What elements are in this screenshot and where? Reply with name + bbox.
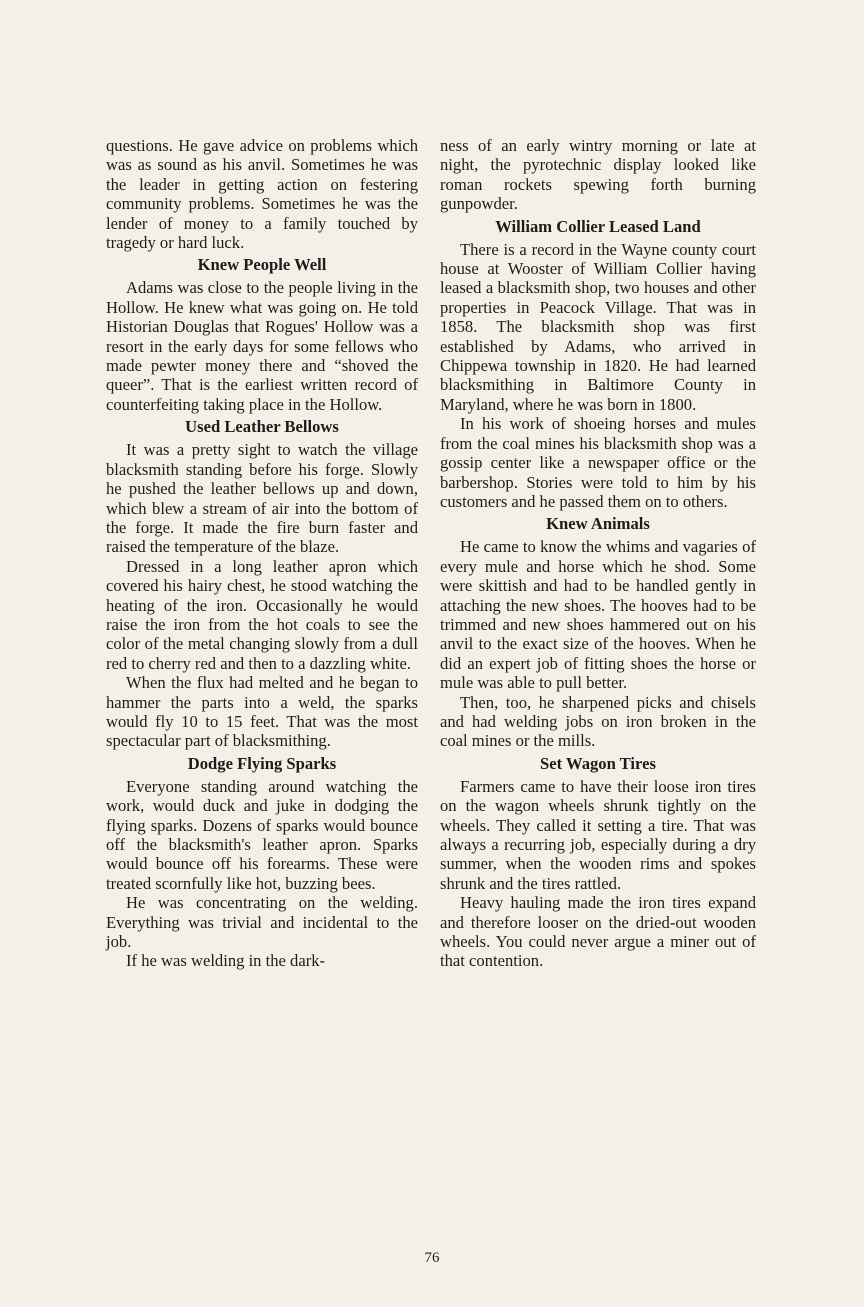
paragraph-welding-dark: If he was welding in the dark- bbox=[126, 951, 326, 971]
page-number: 76 bbox=[424, 1250, 440, 1266]
right-column bbox=[440, 136, 756, 971]
paragraph-everyone: Everyone standing around watching the work, would duck and juke in dodging the flying sparks. Dozens of sparks would bounce off the blacksmith's leather apron. Sparks would bounce off his forearms. These were treated scornfully like hot, buzzing bees. bbox=[106, 776, 418, 893]
left-column bbox=[106, 136, 418, 971]
paragraph-farmers: Farmers came to have their loose iron tires on the wagon wheels shrunk tightly on the wheels. They called it setting a tire. That was always a recurring job, especially during a dry summer, when the wooden rims and spokes shrunk and the tires rattled. bbox=[440, 776, 756, 893]
paragraph-heavy-hauling: Heavy hauling made the iron tires expand and therefore looser on the dried-out wooden wheels. You could never argue a miner out of that contention. bbox=[440, 893, 756, 971]
heading-set-wagon-tires: Set Wagon Tires bbox=[540, 753, 656, 773]
paragraph-adams: Adams was close to the people living in the Hollow. He knew what was going on. He told Historian Douglas that Rogues' Hollow was a resort in the early days for some fellows who made pewter money there and “shoved the queer”. That is the earliest written record of counterfeiting taking place in the Hollow. bbox=[106, 278, 418, 414]
heading-knew-people-well: Knew People Well bbox=[197, 255, 327, 275]
paragraph-wintry-morning: ness of an early wintry morning or late at night, the pyrotechnic display looked like roman rockets spewing forth burning gunpowder. bbox=[440, 136, 756, 214]
heading-dodge-flying-sparks: Dodge Flying Sparks bbox=[187, 753, 337, 773]
paragraph-pretty-sight: It was a pretty sight to watch the village blacksmith standing before his forge. Slowly he pushed the leather bellows up and down, which blew a stream of air into the bottom of the forge. It made the fire burn faster and raised the temperature of the blaze. bbox=[106, 440, 418, 557]
heading-used-leather-bellows: Used Leather Bellows bbox=[185, 417, 339, 437]
paragraph-leather-apron: Dressed in a long leather apron which covered his hairy chest, he stood watching the heating of the iron. Occasionally he would raise the iron from the hot coals to see the color of the metal changing slowly from a dull red to cherry red and then to a dazzling white. bbox=[106, 556, 418, 673]
paragraph-concentrating: He was concentrating on the welding. Everything was trivial and incidental to the job. bbox=[106, 893, 418, 952]
paragraph-flux: When the flux had melted and he began to hammer the parts into a weld, the sparks would fly 10 to 15 feet. That was the most spectacular part of blacksmithing. bbox=[106, 673, 418, 751]
heading-knew-animals: Knew Animals bbox=[546, 514, 650, 534]
paragraph-intro: questions. He gave advice on problems which was as sound as his anvil. Sometimes he was the leader in getting action on festering community problems. Sometimes he was the lender of money to a family touched by tragedy or hard luck. bbox=[106, 136, 418, 253]
paragraph-whims: He came to know the whims and vagaries of every mule and horse which he shod. Some were skittish and had to be handled gently in attaching the new shoes. The hooves had to be trimmed and new shoes hammered out on his anvil to the exact size of the hooves. When he did an expert job of fitting shoes the horse or mule was able to pull better. bbox=[440, 537, 756, 693]
paragraph-court-record: There is a record in the Wayne county court house at Wooster of William Collier having leased a blacksmith shop, two houses and other properties in Peacock Village. That was in 1858. The blacksmith shop was first established by Adams, who arrived in Chippewa township in 1820. He had learned blacksmithing in Baltimore County in Maryland, where he was born in 1800. bbox=[440, 239, 756, 414]
paragraph-picks: Then, too, he sharpened picks and chisels and had welding jobs on iron broken in the coal mines or the mills. bbox=[440, 692, 756, 751]
heading-william-collier: William Collier Leased Land bbox=[495, 216, 701, 236]
paragraph-shoeing: In his work of shoeing horses and mules from the coal mines his blacksmith shop was a gossip center like a newspaper office or the barbershop. Stories were told to him by his customers and he passed them on to others. bbox=[440, 414, 756, 511]
